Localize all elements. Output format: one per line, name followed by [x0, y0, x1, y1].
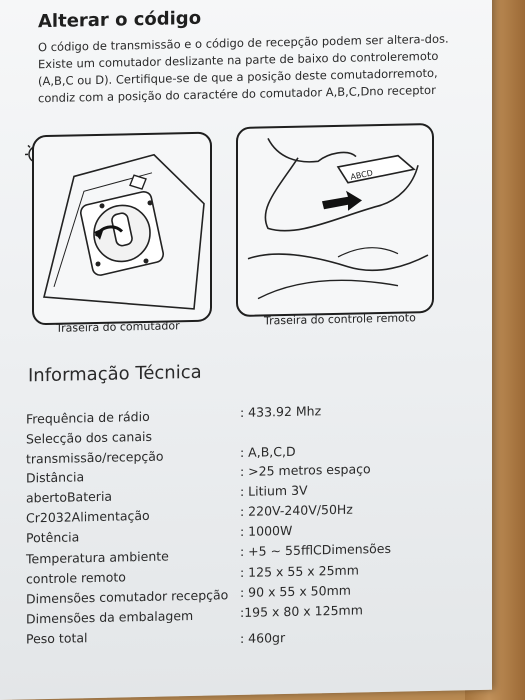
spec-value: :195 x 80 x 125mm	[240, 602, 363, 620]
right-figure-caption: Traseira do controle remoto	[264, 311, 416, 328]
spec-label: Dimensões comutador recepção	[26, 587, 229, 607]
spec-list	[26, 400, 466, 647]
spec-label: Peso total	[26, 630, 88, 647]
spec-value: : +5 ~ 55ﬄCDimensões	[240, 540, 392, 559]
abcd-switch-label: ABCD	[349, 168, 374, 182]
spec-value: : 460gr	[240, 630, 286, 646]
section-title: Alterar o código	[38, 7, 202, 33]
receiver-back-illustration	[32, 132, 212, 326]
spec-value: : 433.92 Mhz	[240, 403, 322, 420]
spec-label: Dimensões da embalagem	[26, 607, 194, 627]
left-figure-caption: Traseira do comutador	[56, 319, 180, 335]
spec-label: Selecção dos canais	[26, 428, 152, 447]
spec-value: : 90 x 55 x 50mm	[240, 582, 351, 600]
spec-label: Cr2032Alimentação	[26, 507, 150, 526]
spec-value: : >25 metros espaço	[240, 461, 371, 479]
spec-label: Temperatura ambiente	[26, 548, 169, 567]
intro-paragraph: O código de transmissão e o código de recepção podem ser altera-dos. Existe um comutador deslizante na parte de baixo do controleremoto (A,B,C ou D). Certifique-se de que a posição deste comutadorremoto, condiz com a posição do caractére do comutador A,B,C,Dno receptor	[38, 31, 449, 106]
spec-value: : Litium 3V	[240, 482, 308, 499]
spec-label: transmissão/recepção	[26, 448, 164, 467]
tech-info-title: Informação Técnica	[28, 361, 202, 387]
spec-value: : 1000W	[240, 522, 293, 539]
spec-label: abertoBateria	[26, 488, 113, 506]
spec-label: controle remoto	[26, 569, 126, 587]
spec-value: : 125 x 55 x 25mm	[240, 562, 359, 580]
spec-value: : 220V-240V/50Hz	[240, 501, 353, 519]
spec-label: Distância	[26, 469, 85, 486]
spec-value: : A,B,C,D	[240, 443, 296, 460]
spec-label: Frequência de rádio	[26, 408, 150, 427]
remote-back-illustration	[236, 123, 434, 317]
spec-label: Potência	[26, 529, 80, 546]
